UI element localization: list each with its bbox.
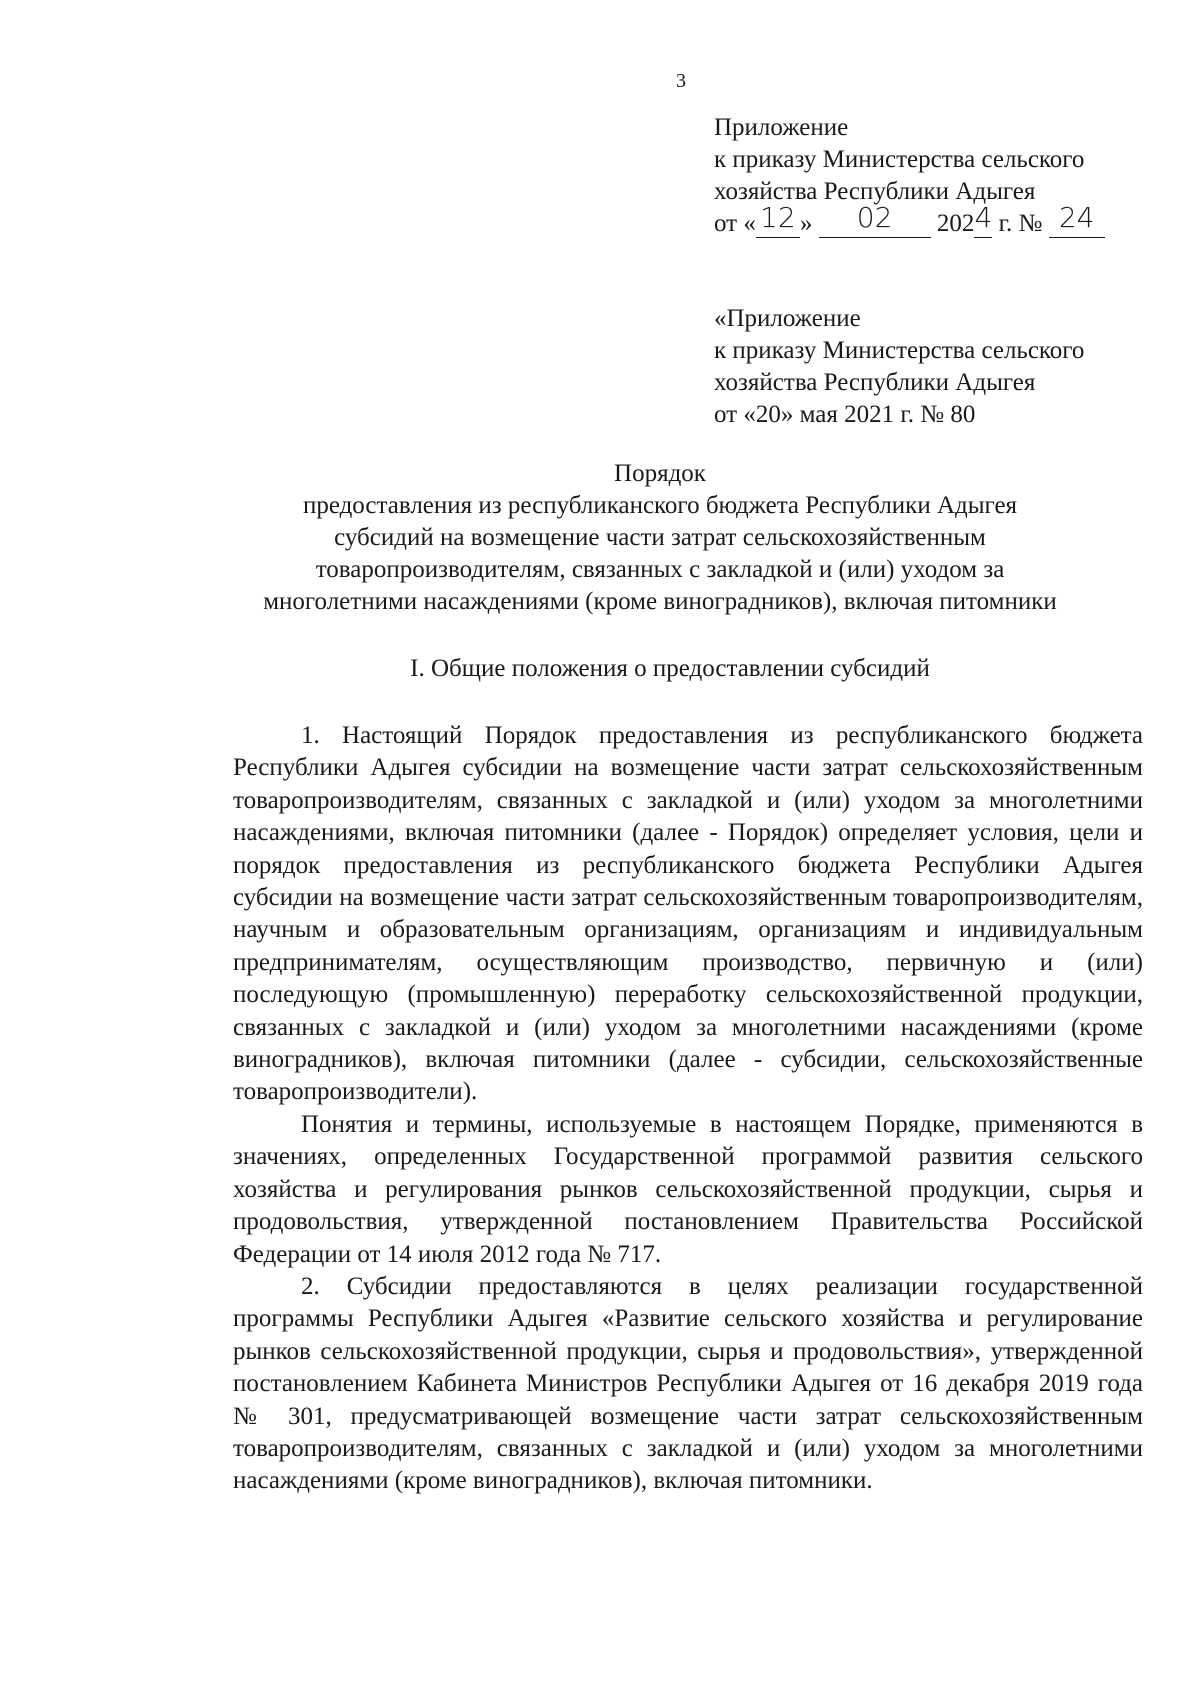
appendix-previous-line4: от «20» мая 2021 г. № 80 <box>714 401 976 428</box>
appendix-previous-line1: «Приложение <box>714 305 861 332</box>
date-year-field <box>974 201 993 238</box>
appendix-previous-line3: хозяйства Республики Адыгея <box>714 369 1036 396</box>
page-number: 3 <box>676 70 686 92</box>
document-title <box>170 458 1150 618</box>
date-day-field <box>756 201 800 238</box>
date-mid: » <box>799 210 813 237</box>
title-line5: многолетними насаждениями (кроме виноградников), включая питомники <box>263 588 1057 615</box>
appendix-current-date-line <box>714 201 1174 240</box>
paragraph-3: 2. Субсидии предоставляются в целях реализации государственной программы Республики Адыгея «Развитие сельского хозяйства и регулирование рынков сельскохозяйственной продукции, сырья и продовольствия», утвержденной постановлением Кабинета Министров Республики Адыгея от 16 декабря 2019 года № 301, предусматривающей возмещение части затрат сельскохозяйственным товаропроизводителям, связанных с закладкой и (или) уходом за многолетними насаждениями (кроме виноградников), включая питомники. <box>233 1272 1143 1495</box>
appendix-previous-line2: к приказу Министерства сельского <box>714 337 1085 364</box>
appendix-previous-header <box>714 303 1174 431</box>
paragraph-2: Понятия и термины, используемые в настоящем Порядке, применяются в значениях, определенных Государственной программой развития сельского хозяйства и регулирования рынков сельскохозяйственной продукции, сырья и продовольствия, утвержденной постановлением Правительства Российской Федерации от 14 июля 2012 года № 717. <box>233 1110 1143 1268</box>
appendix-current-line1: Приложение <box>714 114 849 141</box>
date-year-prefix: 202 <box>936 210 975 237</box>
appendix-current-line3: хозяйства Республики Адыгея <box>714 178 1036 205</box>
paragraph-1: 1. Настоящий Порядок предоставления из республиканского бюджета Республики Адыгея субсидии на возмещение части затрат сельскохозяйственным товаропроизводителям, связанных с закладкой и (или) уходом за многолетними насаждениями, включая питомники (далее - Порядок) определяет условия, цели и порядок предоставления из республиканского бюджета Республики Адыгея субсидии на возмещение части затрат сельскохозяйственным товаропроизводителям, научным и образовательным организациям, организациям и индивидуальным предпринимателям, осуществляющим производство, первичную и (или) последующую (промышленную) переработку сельскохозяйственной продукции, связанных с закладкой и (или) уходом за многолетними насаждениями (кроме виноградников), включая питомники (далее - субсидии, сельскохозяйственные товаропроизводители). <box>233 722 1143 1106</box>
title-line1: Порядок <box>614 460 706 487</box>
document-body <box>233 720 1143 1498</box>
title-line3: субсидий на возмещение части затрат сельскохозяйственным <box>334 524 986 551</box>
date-year-handwritten: 4 <box>974 201 993 234</box>
date-month-field <box>819 201 931 238</box>
document-number-handwritten: 24 <box>1058 201 1095 234</box>
section-heading: I. Общие положения о предоставлении субсидий <box>410 655 930 682</box>
number-prefix: г. № <box>998 210 1043 237</box>
appendix-current-header <box>714 112 1174 240</box>
title-line2: предоставления из республиканского бюджета Республики Адыгея <box>302 492 1018 519</box>
document-number-field <box>1049 201 1105 238</box>
title-line4: товаропроизводителям, связанных с закладкой и (или) уходом за <box>315 556 1005 583</box>
appendix-current-line2: к приказу Министерства сельского <box>714 146 1085 173</box>
date-prefix: от « <box>714 210 756 237</box>
date-day-handwritten: 12 <box>760 201 796 234</box>
date-month-handwritten: 02 <box>856 201 893 234</box>
